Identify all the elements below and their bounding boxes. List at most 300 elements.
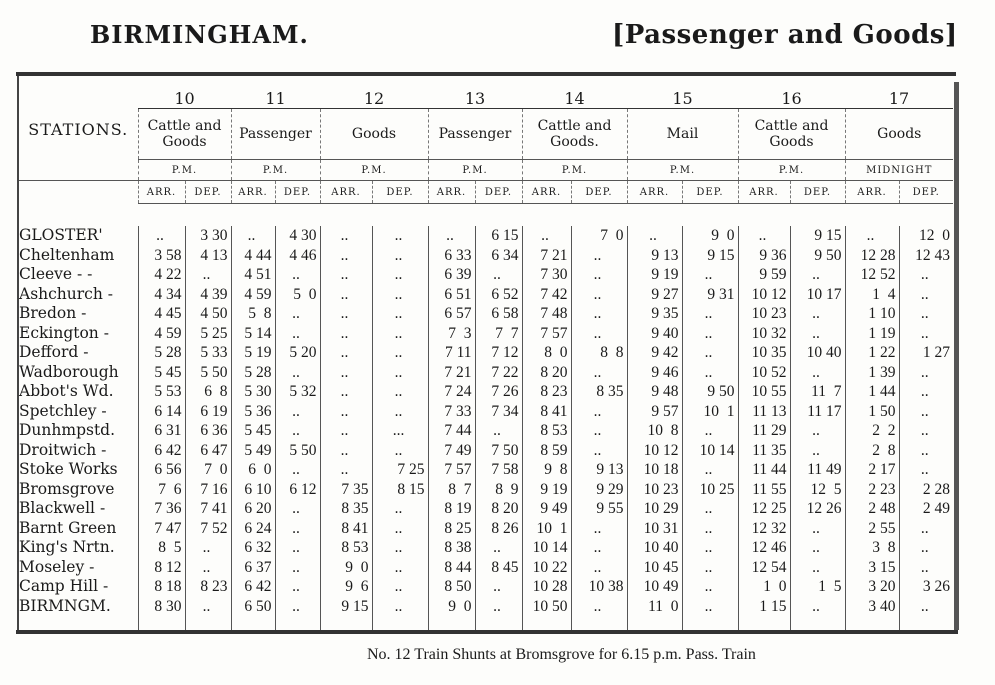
departure-time: .. [275,577,320,597]
arrival-time: 11 29 [738,421,790,441]
dep-header: DEP. [275,181,320,204]
train-number: 14 [522,78,627,109]
arr-header: ARR. [627,181,682,204]
departure-time: .. [475,577,522,597]
arrival-time: .. [320,441,372,461]
arrival-time: 8 35 [320,499,372,519]
arrival-time: 10 50 [522,597,571,617]
arrival-time: 4 45 [138,304,185,324]
departure-time: .. [682,265,738,285]
departure-time: .. [790,363,845,383]
arrival-time: .. [320,343,372,363]
departure-time: 12 5 [790,480,845,500]
departure-time: 7 41 [185,499,231,519]
arrival-time: 10 49 [627,577,682,597]
arrival-time: 4 59 [138,324,185,344]
table-row [19,363,953,383]
arrival-time: 3 15 [845,558,899,578]
arrival-time: 10 40 [627,538,682,558]
arrival-time: .. [320,402,372,422]
departure-time: 7 0 [185,460,231,480]
arrival-time: 9 42 [627,343,682,363]
train-period: MIDNIGHT [845,160,953,181]
departure-time: .. [571,558,627,578]
arrival-time: 6 50 [231,597,275,617]
arrival-time: 10 28 [522,577,571,597]
arrival-time: 9 13 [627,246,682,266]
departure-time: .. [372,402,428,422]
departure-time: 6 47 [185,441,231,461]
arrival-time: 5 19 [231,343,275,363]
arrival-time: 10 14 [522,538,571,558]
departure-time: 9 15 [682,246,738,266]
departure-time: .. [899,324,953,344]
arrival-time: 8 0 [522,343,571,363]
departure-time: 4 46 [275,246,320,266]
arrival-time: .. [320,324,372,344]
departure-time: 5 25 [185,324,231,344]
arrival-time: 2 8 [845,441,899,461]
departure-time: .. [682,343,738,363]
departure-time: .. [372,265,428,285]
departure-time: 4 50 [185,304,231,324]
arr-header: ARR. [320,181,372,204]
departure-time: .. [275,324,320,344]
arrival-time: 10 52 [738,363,790,383]
table-row [19,538,953,558]
arrival-time: 10 18 [627,460,682,480]
arrival-time: 7 21 [522,246,571,266]
arrival-time: 8 53 [522,421,571,441]
table-row [19,421,953,441]
table-row [19,382,953,402]
dep-header: DEP. [185,181,231,204]
departure-time: .. [682,499,738,519]
departure-time: 6 36 [185,421,231,441]
arrival-time: 8 12 [138,558,185,578]
train-number: 15 [627,78,738,109]
arrival-time: 10 12 [627,441,682,461]
departure-time: .. [899,382,953,402]
departure-time: 12 43 [899,246,953,266]
table-row [19,441,953,461]
station-name: Ashchurch - [19,284,114,303]
station-name: Camp Hill - [19,577,109,595]
arrival-time: 8 23 [522,382,571,402]
arrival-time: 6 0 [231,460,275,480]
departure-time: 9 31 [682,285,738,305]
departure-time: 7 58 [475,460,522,480]
arrival-time: 5 28 [231,363,275,383]
arrival-time: 11 0 [627,597,682,617]
departure-time: .. [571,597,627,617]
departure-time: 2 49 [899,499,953,519]
arr-header: ARR. [231,181,275,204]
departure-time: ... [372,421,428,441]
arrival-time: 8 19 [428,499,475,519]
arrival-time: 10 1 [522,519,571,539]
arrival-time: .. [231,226,275,246]
departure-time: .. [372,226,428,246]
arrival-time: 8 20 [522,363,571,383]
arrival-time: 6 14 [138,402,185,422]
departure-time: .. [790,265,845,285]
departure-time: 9 15 [790,226,845,246]
arrival-time: 6 24 [231,519,275,539]
departure-time: 9 13 [571,460,627,480]
arrival-time: 4 51 [231,265,275,285]
arrival-time: 3 58 [138,246,185,266]
departure-time: .. [790,324,845,344]
table-row [19,597,953,617]
departure-time: .. [571,538,627,558]
arrival-time: 1 10 [845,304,899,324]
arr-header: ARR. [738,181,790,204]
train-period: P.M. [627,160,738,181]
arrival-time: 1 19 [845,324,899,344]
departure-time: 4 30 [275,226,320,246]
departure-time: .. [372,597,428,617]
departure-time: 8 35 [571,382,627,402]
departure-time: 7 34 [475,402,522,422]
footnote: No. 12 Train Shunts at Bromsgrove for 6.15 p.m. Pass. Train [367,646,756,663]
departure-time: 5 50 [275,441,320,461]
arrival-time: 10 23 [738,304,790,324]
dep-header: DEP. [899,181,953,204]
arrival-time: 8 5 [138,538,185,558]
table-row [19,324,953,344]
departure-time: .. [571,285,627,305]
departure-time: 2 28 [899,480,953,500]
arrival-time: 7 33 [428,402,475,422]
arrival-time: 12 25 [738,499,790,519]
departure-time: 6 58 [475,304,522,324]
departure-time: 11 17 [790,402,845,422]
table-row [19,246,953,266]
departure-time: .. [372,499,428,519]
arrival-time: 5 36 [231,402,275,422]
departure-time: 1 5 [790,577,845,597]
arrival-time: 8 59 [522,441,571,461]
arrival-time: 7 36 [138,499,185,519]
departure-time: .. [899,402,953,422]
arrival-time: 7 57 [428,460,475,480]
arrival-time: .. [320,226,372,246]
departure-time: .. [790,558,845,578]
departure-time: .. [372,538,428,558]
departure-time: 6 34 [475,246,522,266]
arrival-time: 10 35 [738,343,790,363]
station-name: Wadborough [19,362,119,381]
train-number: 12 [320,78,428,109]
departure-time: .. [275,402,320,422]
table-row [19,402,953,422]
departure-time: .. [899,538,953,558]
stations-spacer [19,181,138,204]
arrival-time: .. [320,304,372,324]
arrival-time: .. [320,382,372,402]
arrival-time: 9 0 [428,597,475,617]
arr-header: ARR. [845,181,899,204]
arr-dep-row [19,181,953,204]
arrival-time: 11 55 [738,480,790,500]
arr-header: ARR. [522,181,571,204]
station-name: Abbot's Wd. [19,382,114,400]
station-name: King's Nrtn. [19,538,115,556]
departure-time: .. [682,558,738,578]
departure-time: .. [372,324,428,344]
arrival-time: 1 15 [738,597,790,617]
station-name: GLOSTER' [19,226,103,244]
arrival-time: 8 38 [428,538,475,558]
arrival-time: 5 28 [138,343,185,363]
arrival-time: 6 42 [231,577,275,597]
departure-time: .. [185,265,231,285]
departure-time: .. [185,558,231,578]
arrival-time: 6 37 [231,558,275,578]
departure-time: 6 19 [185,402,231,422]
station-name: Spetchley - [19,401,107,420]
departure-time: .. [275,460,320,480]
arrival-time: 8 25 [428,519,475,539]
arrival-time: 6 39 [428,265,475,285]
departure-time: .. [571,265,627,285]
arrival-time: 10 29 [627,499,682,519]
departure-time: .. [475,265,522,285]
departure-time: 7 25 [372,460,428,480]
departure-time: .. [275,304,320,324]
departure-time: .. [899,460,953,480]
train-type: Passenger [428,109,522,160]
table-row [19,499,953,519]
arrival-time: 6 42 [138,441,185,461]
departure-time: .. [571,441,627,461]
departure-time: .. [682,538,738,558]
arrival-time: .. [320,265,372,285]
station-name: Blackwell - [19,499,106,517]
arrival-time: 6 32 [231,538,275,558]
departure-time: 7 7 [475,324,522,344]
departure-time: .. [275,538,320,558]
arrival-time: .. [428,226,475,246]
arrival-time: 7 57 [522,324,571,344]
arrival-time: 8 50 [428,577,475,597]
arrival-time: 9 27 [627,285,682,305]
table-row [19,226,953,246]
station-name: Defford - [19,343,89,361]
departure-time: 9 50 [682,382,738,402]
departure-time: .. [899,441,953,461]
departure-time: .. [372,382,428,402]
arrival-time: 9 40 [627,324,682,344]
arrival-time: 6 51 [428,285,475,305]
departure-time: 4 13 [185,246,231,266]
departure-time: 8 9 [475,480,522,500]
arrival-time: 1 39 [845,363,899,383]
station-name: Cheltenham [19,245,115,264]
departure-time: 12 0 [899,226,953,246]
departure-time: 7 16 [185,480,231,500]
arrival-time: 1 0 [738,577,790,597]
departure-time: 10 1 [682,402,738,422]
dep-header: DEP. [475,181,522,204]
departure-time: 8 23 [185,577,231,597]
departure-time: 10 40 [790,343,845,363]
arrival-time: 10 31 [627,519,682,539]
arrival-time: .. [320,460,372,480]
departure-time: 3 30 [185,226,231,246]
table-row [19,577,953,597]
departure-time: .. [682,577,738,597]
arrival-time: 9 46 [627,363,682,383]
arrival-time: 9 57 [627,402,682,422]
station-name: Bromsgrove [19,479,115,498]
departure-time: 6 12 [275,480,320,500]
departure-time: 6 8 [185,382,231,402]
departure-time: 7 22 [475,363,522,383]
departure-time: .. [372,577,428,597]
train-type: Cattle and Goods [138,109,231,160]
arrival-time: 8 18 [138,577,185,597]
timetable-body [19,226,953,634]
arrival-time: 12 52 [845,265,899,285]
arrival-time: .. [738,226,790,246]
departure-time: .. [571,519,627,539]
departure-time: .. [372,363,428,383]
arrival-time: 5 45 [138,363,185,383]
arrival-time: 9 15 [320,597,372,617]
arrival-time: 6 33 [428,246,475,266]
departure-time: 5 32 [275,382,320,402]
arrival-time: 2 2 [845,421,899,441]
arrival-time: 8 44 [428,558,475,578]
arrival-time: 6 57 [428,304,475,324]
arrival-time: 9 6 [320,577,372,597]
arrival-time: 2 55 [845,519,899,539]
arrival-time: 10 23 [627,480,682,500]
station-name: Barnt Green [19,518,117,537]
arrival-time: 3 40 [845,597,899,617]
arrival-time: 7 48 [522,304,571,324]
departure-time: .. [475,597,522,617]
departure-time: 9 55 [571,499,627,519]
departure-time: .. [682,519,738,539]
departure-time: .. [571,246,627,266]
arrival-time: 9 48 [627,382,682,402]
departure-time: .. [790,441,845,461]
train-period: P.M. [320,160,428,181]
arrival-time: 9 59 [738,265,790,285]
departure-time: .. [571,421,627,441]
arrival-time: 4 34 [138,285,185,305]
arrival-time: 8 7 [428,480,475,500]
arrival-time: 4 44 [231,246,275,266]
table-row [19,285,953,305]
departure-time: 9 29 [571,480,627,500]
departure-time: 8 26 [475,519,522,539]
arrival-time: 5 45 [231,421,275,441]
departure-time: 11 49 [790,460,845,480]
departure-time: .. [682,304,738,324]
departure-time: 3 26 [899,577,953,597]
stations-header: STATIONS. [19,78,138,181]
departure-time: 6 15 [475,226,522,246]
table-row [19,304,953,324]
train-period: P.M. [428,160,522,181]
train-type-row [19,109,953,160]
departure-time: .. [790,421,845,441]
departure-time: 7 50 [475,441,522,461]
arrival-time: .. [845,226,899,246]
departure-time: 8 20 [475,499,522,519]
section-title: [Passenger and Goods] [612,20,958,50]
train-period: P.M. [138,160,231,181]
station-name: Eckington - [19,323,109,342]
departure-time: .. [790,304,845,324]
departure-time: .. [899,519,953,539]
arrival-time: 6 10 [231,480,275,500]
departure-time: 6 52 [475,285,522,305]
station-name: Dunhmpstd. [19,421,116,439]
arrival-time: 5 53 [138,382,185,402]
header-spacer [19,204,953,227]
arrival-time: 5 49 [231,441,275,461]
departure-time: 4 39 [185,285,231,305]
station-name: Bredon - [19,304,87,322]
departure-time: .. [185,538,231,558]
arrival-time: 2 17 [845,460,899,480]
arrival-time: 6 31 [138,421,185,441]
arrival-time: 9 35 [627,304,682,324]
departure-time: 5 50 [185,363,231,383]
arrival-time: 5 14 [231,324,275,344]
arrival-time: 8 41 [522,402,571,422]
arrival-time: 10 22 [522,558,571,578]
arrival-time: .. [138,226,185,246]
arrival-time: 12 32 [738,519,790,539]
arrival-time: 4 22 [138,265,185,285]
table-row [19,460,953,480]
arrival-time: 3 20 [845,577,899,597]
arrival-time: 10 12 [738,285,790,305]
train-number: 17 [845,78,953,109]
departure-time: 7 12 [475,343,522,363]
right-border [954,82,959,630]
departure-time: .. [275,499,320,519]
page-title: BIRMINGHAM. [90,20,309,49]
departure-time: .. [475,538,522,558]
departure-time: 10 25 [682,480,738,500]
arrival-time: 12 54 [738,558,790,578]
train-number: 16 [738,78,845,109]
station-name: BIRMNGM. [19,596,111,615]
departure-time: .. [372,285,428,305]
train-number: 11 [231,78,320,109]
departure-time: 1 27 [899,343,953,363]
departure-time: .. [899,304,953,324]
arrival-time: 4 59 [231,285,275,305]
arrival-time: 10 8 [627,421,682,441]
arrival-time: 7 47 [138,519,185,539]
arrival-time: .. [320,363,372,383]
arrival-time: 7 42 [522,285,571,305]
train-period: P.M. [231,160,320,181]
departure-time: .. [372,519,428,539]
arrival-time: 9 19 [627,265,682,285]
departure-time: 10 38 [571,577,627,597]
dep-header: DEP. [790,181,845,204]
train-type: Cattle and Goods [738,109,845,160]
